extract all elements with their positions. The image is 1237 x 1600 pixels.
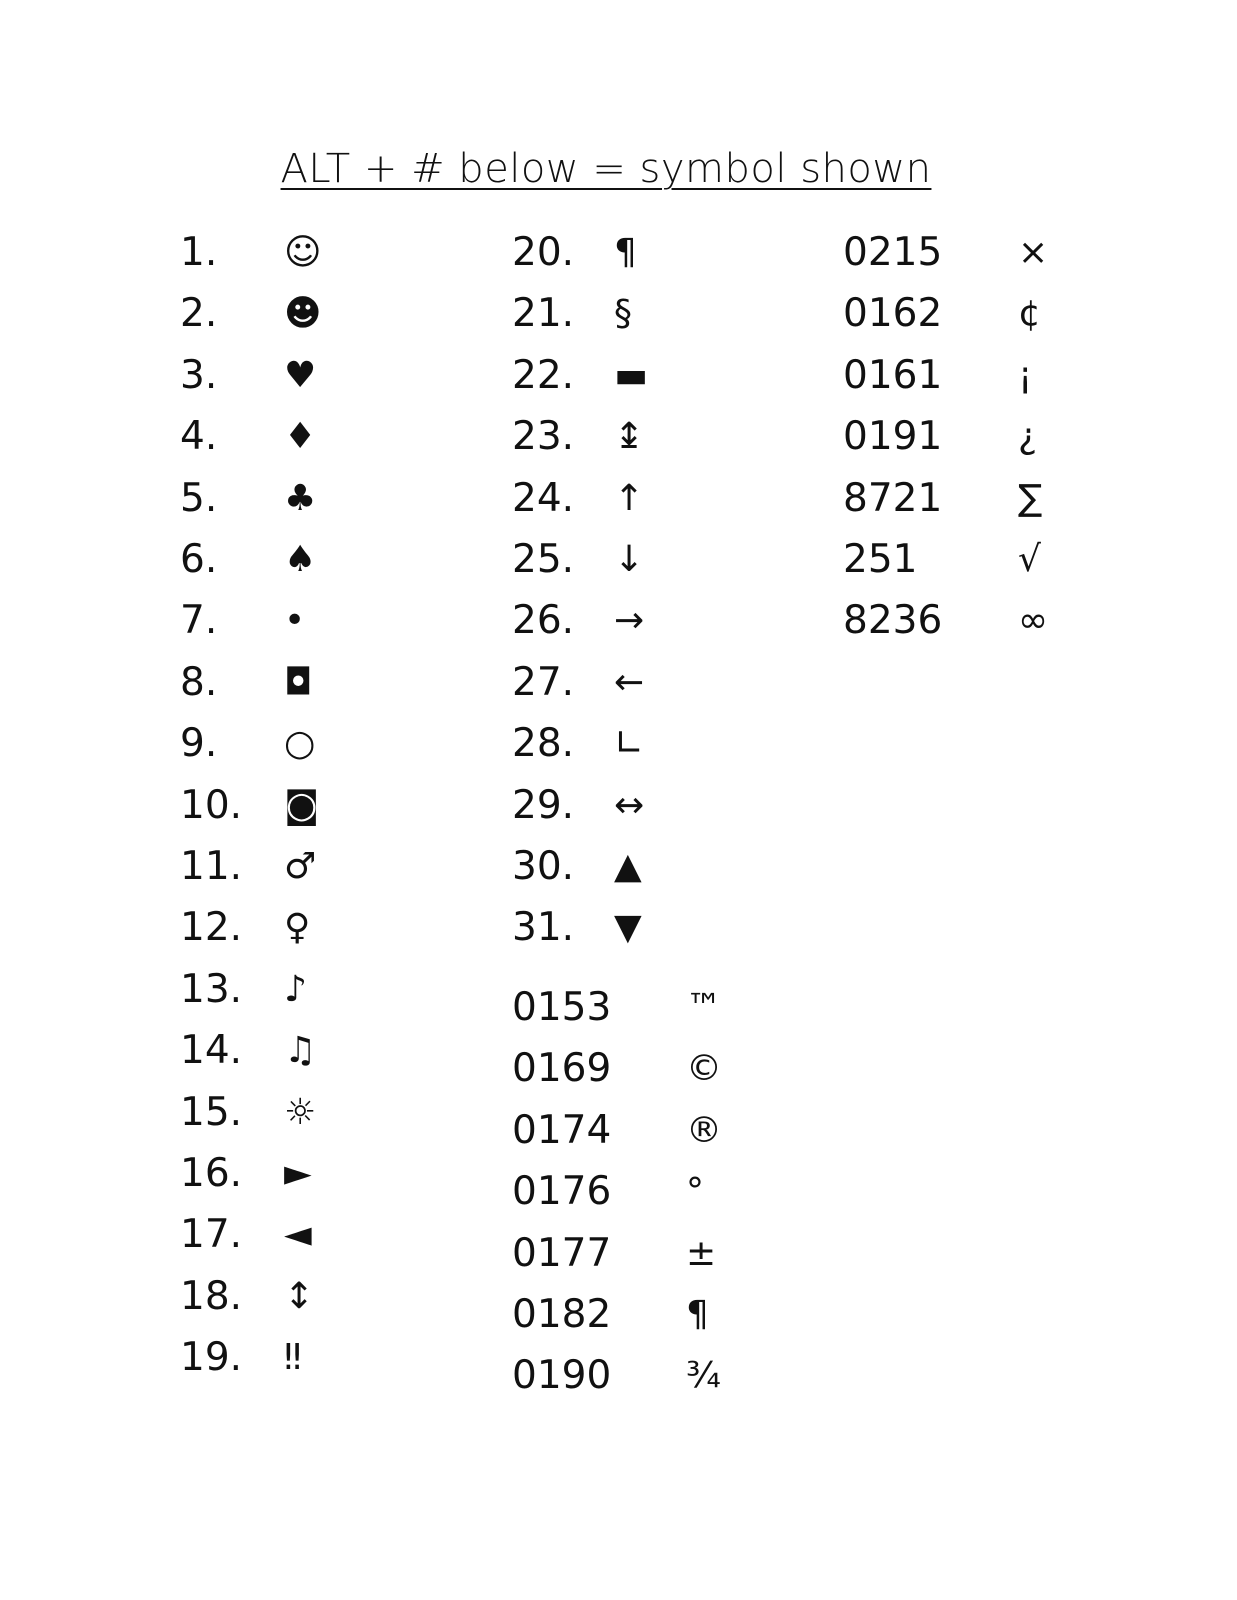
- symbol-glyph: ◙: [284, 784, 319, 826]
- alt-code: 15.: [180, 1089, 243, 1135]
- symbol-glyph: ◄: [284, 1214, 312, 1256]
- symbol-glyph: ¶: [686, 1294, 709, 1335]
- alt-code: 8236: [843, 598, 943, 644]
- symbol-glyph: ∑: [1018, 477, 1043, 519]
- symbol-glyph: ™: [686, 987, 722, 1028]
- alt-code: 0182: [512, 1292, 612, 1337]
- symbol-glyph: ♥: [284, 354, 317, 396]
- alt-code: 17.: [180, 1212, 243, 1258]
- alt-code: 4.: [180, 414, 218, 460]
- alt-code: 1.: [180, 230, 218, 275]
- symbol-glyph: ‼: [284, 1337, 302, 1379]
- symbol-glyph: ♀: [284, 907, 311, 949]
- alt-code: 20.: [512, 230, 575, 275]
- alt-code: 13.: [180, 966, 243, 1012]
- symbol-glyph: ↨: [614, 416, 645, 458]
- alt-code: 26.: [512, 598, 575, 644]
- alt-code: 30.: [512, 844, 575, 889]
- alt-code: 24.: [512, 475, 575, 521]
- alt-code: 10.: [180, 782, 243, 828]
- alt-code: 251: [843, 537, 918, 582]
- alt-code: 29.: [512, 782, 575, 828]
- alt-code: 0191: [843, 414, 943, 460]
- symbol-glyph: •: [284, 600, 306, 642]
- symbol-glyph: ¡: [1018, 354, 1033, 396]
- alt-code: 0162: [843, 291, 943, 337]
- symbol-glyph: ☼: [284, 1091, 317, 1133]
- alt-code: 0176: [512, 1169, 612, 1215]
- symbol-glyph: ↔: [614, 784, 645, 826]
- symbol-glyph: ○: [284, 723, 316, 765]
- alt-code: 0153: [512, 985, 612, 1030]
- alt-code: 5.: [180, 475, 218, 521]
- symbol-glyph: §: [614, 293, 632, 335]
- alt-code: 25.: [512, 537, 575, 582]
- symbol-glyph: ¶: [614, 232, 637, 273]
- alt-code: 9.: [180, 721, 218, 767]
- alt-code: 2.: [180, 291, 218, 337]
- symbol-glyph: ▬: [614, 354, 649, 396]
- alt-code: 23.: [512, 414, 575, 460]
- symbol-glyph: √: [1018, 539, 1041, 580]
- alt-code: 7.: [180, 598, 218, 644]
- symbol-glyph: ♂: [284, 846, 317, 887]
- alt-code: 22.: [512, 352, 575, 398]
- alt-code: 0161: [843, 352, 943, 398]
- symbol-glyph: ↓: [614, 539, 645, 580]
- symbol-glyph: ▼: [614, 907, 642, 949]
- alt-code: 0169: [512, 1046, 612, 1092]
- symbol-glyph: °: [686, 1171, 704, 1213]
- symbol-glyph: ↑: [614, 477, 645, 519]
- symbol-glyph: ♣: [284, 477, 317, 519]
- alt-code: 8721: [843, 475, 943, 521]
- symbol-glyph: ©: [686, 1048, 722, 1090]
- symbol-glyph: ♪: [284, 968, 307, 1010]
- symbol-glyph: →: [614, 600, 645, 642]
- symbol-glyph: ♦: [284, 416, 317, 458]
- alt-code: 11.: [180, 844, 243, 889]
- alt-code: 6.: [180, 537, 218, 582]
- symbol-glyph: ♠: [284, 539, 317, 580]
- alt-code: 27.: [512, 659, 575, 705]
- alt-code: 16.: [180, 1151, 243, 1196]
- symbol-glyph: ¿: [1018, 416, 1038, 458]
- symbol-glyph: ←: [614, 661, 645, 703]
- alt-code: 18.: [180, 1273, 243, 1319]
- symbol-glyph: ∞: [1018, 600, 1048, 642]
- symbol-glyph: ®: [686, 1109, 722, 1151]
- symbol-glyph: ▲: [614, 846, 642, 887]
- symbol-glyph: ¢: [1018, 293, 1041, 335]
- symbol-glyph: ×: [1018, 232, 1049, 273]
- alt-code: 21.: [512, 291, 575, 337]
- alt-code: 14.: [180, 1028, 243, 1074]
- alt-code: 19.: [180, 1335, 243, 1381]
- alt-code: 12.: [180, 905, 243, 951]
- symbol-glyph: ¾: [686, 1355, 721, 1397]
- alt-code: 0174: [512, 1107, 612, 1153]
- symbol-glyph: ♫: [284, 1030, 317, 1072]
- symbol-glyph: ∟: [614, 723, 645, 765]
- alt-code: 0190: [512, 1353, 612, 1399]
- symbol-glyph: ↕: [284, 1275, 315, 1317]
- symbol-glyph: ◘: [284, 661, 313, 703]
- alt-code: 0177: [512, 1230, 612, 1276]
- alt-code: 0215: [843, 230, 943, 275]
- alt-code: 3.: [180, 352, 218, 398]
- symbol-glyph: ►: [284, 1153, 312, 1194]
- symbol-glyph: ☻: [284, 293, 322, 335]
- alt-code: 28.: [512, 721, 575, 767]
- symbol-glyph: ☺: [284, 232, 322, 273]
- alt-code: 8.: [180, 659, 218, 705]
- alt-code: 31.: [512, 905, 575, 951]
- page-title: ALT + # below = symbol shown: [280, 146, 932, 192]
- symbol-glyph: ±: [686, 1232, 717, 1274]
